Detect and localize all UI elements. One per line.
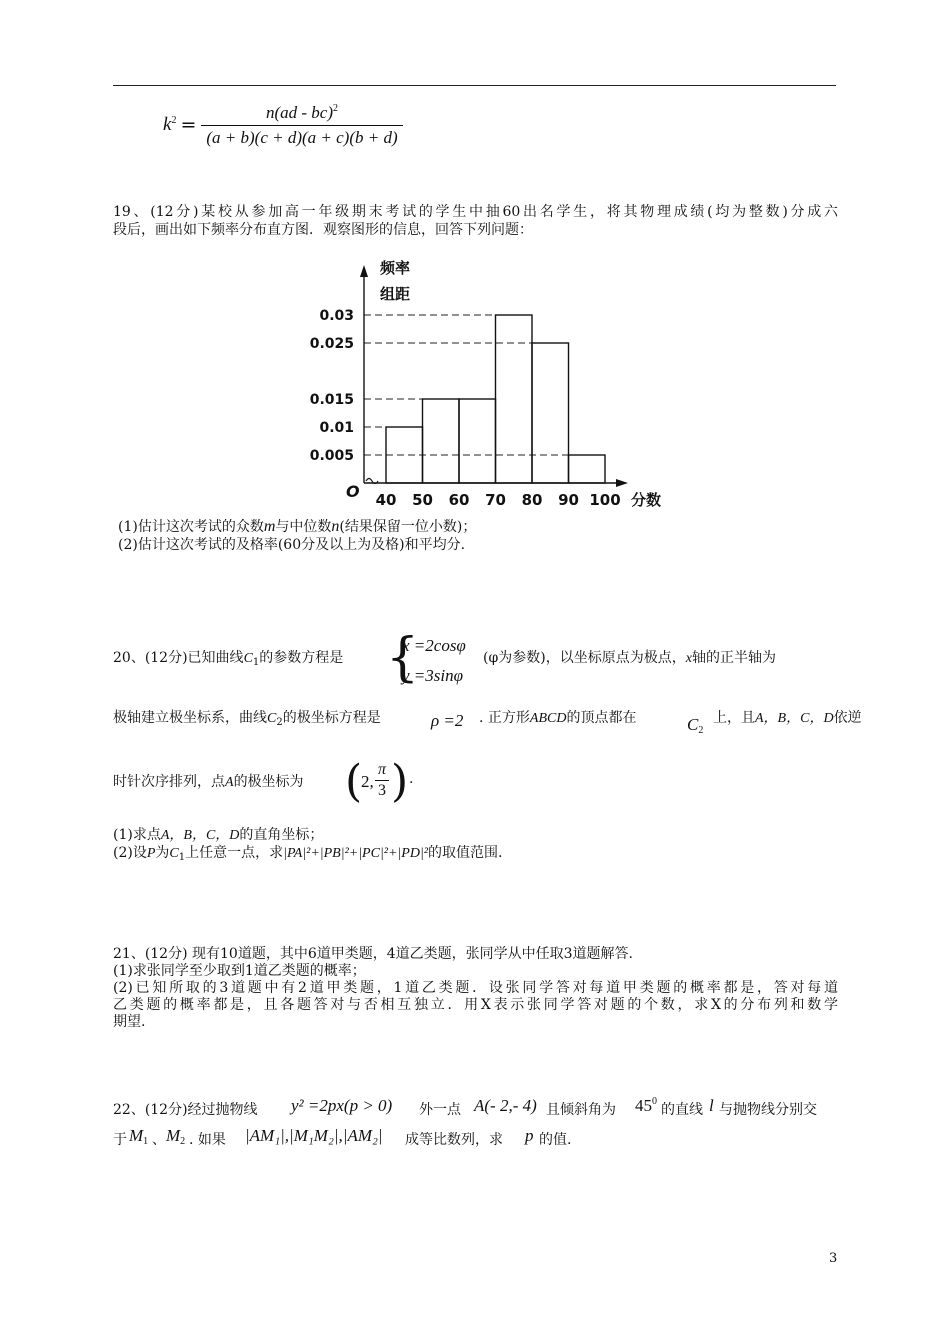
q20-eq2: y =3sinφ — [402, 666, 464, 685]
q19-line2: 段后，画出如下频率分布直方图．观察图形的信息，回答下列问题： — [113, 222, 533, 238]
q20-abcd: ABCD — [529, 711, 567, 726]
q22-angle-sup: 0 — [652, 1096, 657, 1107]
q20-line2-mid: 的极坐标方程是 — [282, 710, 381, 726]
q19-line1: 19、(12分)某校从参加高一年级期末考试的学生中抽60出名学生，将其物理成绩(均为整数)分成六 — [113, 204, 838, 220]
x-tick-label-90: 90 — [558, 491, 579, 509]
q20-c2b-sub: 2 — [698, 725, 704, 736]
q19-sub1-mid: 与中位数 — [275, 519, 332, 535]
q20-rho: ρ =2 — [431, 711, 464, 730]
q20-line2-end: 依逆 — [833, 710, 862, 726]
q20-sub2-mid: 为 — [155, 845, 170, 861]
histogram-bar-1 — [423, 399, 460, 483]
q20-line2-mid3: 的顶点都在 — [566, 710, 637, 726]
q20-x: x — [685, 651, 692, 666]
q22-point: A(- 2,- 4) — [474, 1096, 537, 1115]
q22-mid1: 外一点 — [419, 1102, 461, 1118]
x-tick-label-70: 70 — [485, 491, 506, 509]
q20-line1 — [113, 630, 838, 694]
q22-angle — [635, 1096, 657, 1116]
x-tick-label-80: 80 — [521, 491, 543, 509]
q21-line4: 乙类题的概率都是，且各题答对与否相互独立．用X表示张同学答对题的个数，求X的分布列和数学 — [113, 997, 838, 1013]
q19-sub2: (2)估计这次考试的及格率(60分及以上为及格)和平均分. — [118, 537, 466, 553]
x-tick-label-100: 100 — [589, 491, 621, 509]
histogram-bar-5 — [569, 455, 606, 483]
q22-m2-letter: M — [166, 1126, 181, 1145]
q20-polar-r: 2, — [361, 772, 374, 791]
q21-line5: 期望. — [113, 1014, 146, 1030]
x-tick-label-40: 40 — [375, 491, 397, 509]
histogram-bar-4 — [532, 343, 569, 483]
q19-var-m: m — [263, 518, 276, 535]
q20-polar-frac — [375, 761, 389, 800]
q19-var-n: n — [331, 518, 340, 535]
x-tick-label-50: 50 — [412, 491, 433, 509]
q20-polar-rparen: ) — [391, 756, 409, 807]
y-tick-label-0: 0.03 — [319, 308, 354, 324]
q20-after-x: 轴的正半轴为 — [691, 650, 776, 666]
q20-pts: A，B，C，D — [755, 711, 834, 726]
q19-sub1-post: (结果保留一位小数)； — [339, 519, 477, 535]
q20-c2: C — [267, 711, 277, 726]
q20-a: A — [225, 775, 234, 790]
q20-polar-den: 3 — [378, 782, 386, 799]
q19-sub1 — [118, 518, 843, 536]
q22-line2-pre: 于 — [113, 1132, 127, 1148]
q20-line2-mid4: 上，且 — [713, 710, 755, 726]
y-label-top: 频率 — [380, 259, 411, 277]
x-axis-arrow — [616, 479, 628, 487]
q20-sub2-c-sub: 1 — [178, 852, 186, 863]
q20-c2b — [687, 715, 703, 736]
q20-line3 — [113, 756, 838, 812]
q22-pre: 22、(12分)经过抛物线 — [113, 1102, 258, 1118]
x-tick-label-60: 60 — [448, 491, 470, 509]
q22-seq: |AM₁|,|M₁M₂|,|AM₂| — [245, 1126, 383, 1145]
q19-sub1-pre: (1)估计这次考试的众数 — [118, 519, 264, 535]
q20-line3-end: . — [409, 771, 414, 787]
histogram-bar-2 — [459, 399, 496, 483]
q22-p: p — [525, 1126, 534, 1145]
q22-line2 — [113, 1124, 838, 1154]
q20-polar-lparen: ( — [345, 756, 363, 807]
formula-numerator: n(ad - bc) — [265, 102, 334, 122]
y-label-bottom: 组距 — [380, 285, 411, 303]
header-rule — [113, 85, 836, 86]
y-tick-label-2: 0.015 — [309, 392, 354, 408]
formula-lhs: k — [163, 114, 172, 135]
q22-m1-letter: M — [129, 1126, 144, 1145]
formula-equals: = — [180, 114, 197, 136]
q20-sub1-pts: A，B，C，D — [160, 828, 240, 843]
formula-numerator-sup: 2 — [333, 102, 339, 114]
q20-sub1-pre: (1)求点 — [113, 827, 161, 843]
q22-line2-mid2: 成等比数列，求 — [405, 1132, 503, 1148]
q22-line2-mid: . 如果 — [189, 1132, 226, 1148]
q21-line1: 21、(12分) 现有10道题，其中6道甲类题，4道乙类题，张同学从中任取3道题解答. — [113, 946, 633, 962]
q20-sub2-expr: |PA|²+|PB|²+|PC|²+|PD|² — [283, 846, 428, 861]
y-tick-label-3: 0.01 — [319, 420, 354, 436]
q20-sub2-c: C — [169, 846, 179, 861]
q20-sub2-pre: (2)设 — [113, 845, 147, 861]
q20-eq1: x =2cosφ — [402, 636, 466, 655]
y-tick-label-1: 0.025 — [309, 336, 354, 352]
origin-label: O — [346, 482, 360, 501]
q20-line2 — [113, 705, 862, 739]
q22-mid3: 的直线 — [661, 1102, 703, 1118]
q20-sub2-p: P — [146, 846, 156, 861]
formula-lhs-sup: 2 — [171, 115, 177, 126]
q22-m1 — [129, 1126, 148, 1147]
q22-line-l: l — [709, 1096, 714, 1115]
q22-parabola: y² =2px(p > 0) — [291, 1096, 393, 1115]
q20-after-eq: (φ为参数)，以坐标原点为极点， — [483, 650, 686, 666]
q20-c2-sub: 2 — [276, 717, 283, 728]
q22-mid4: 与抛物线分别交 — [719, 1102, 817, 1118]
q22-m2 — [166, 1126, 185, 1147]
y-tick-label-4: 0.005 — [309, 448, 354, 464]
q20-c1: C — [243, 651, 253, 666]
q20-polar-num: π — [375, 761, 389, 781]
q22-mid2: 且倾斜角为 — [546, 1102, 616, 1118]
q21-line2: (1)求张同学至少取到1道乙类题的概率； — [113, 963, 366, 979]
page-number: 3 — [829, 1251, 838, 1266]
q20-c2b-letter: C — [687, 715, 699, 734]
frequency-histogram — [300, 255, 690, 520]
q22-m2-sub: 2 — [180, 1136, 186, 1147]
q22-angle-value: 45 — [635, 1096, 652, 1115]
q20-intro2: 的参数方程是 — [259, 650, 344, 666]
q20-line3-mid: 的极坐标为 — [233, 774, 304, 790]
histogram-bar-3 — [496, 315, 533, 483]
x-axis-label: 分数 — [631, 491, 662, 509]
chi-square-formula — [163, 95, 404, 155]
formula-fraction — [200, 103, 403, 148]
q20-intro: 20、(12分)已知曲线 — [113, 650, 244, 666]
q20-line2-mid2: . 正方形 — [479, 710, 530, 726]
q20-sub1 — [113, 826, 838, 845]
formula-denominator: (a + b)(c + d)(a + c)(b + d) — [206, 127, 398, 147]
q20-sub2-mid2: 上任意一点，求 — [185, 845, 284, 861]
q20-sub1-post: 的直角坐标； — [239, 827, 324, 843]
q21-line3: (2)已知所取的3道题中有2道甲类题，1道乙类题．设张同学答对每道甲类题的概率都是，答对每道 — [113, 980, 838, 996]
q20-line2-pre: 极轴建立极坐标系，曲线 — [113, 710, 267, 726]
q20-brace: { — [386, 628, 420, 688]
q20-line3-pre: 时针次序排列，点 — [113, 774, 225, 790]
q22-m1-sub: 1 — [143, 1136, 149, 1147]
q22-line1 — [113, 1094, 838, 1122]
q20-sub2-post: 的取值范围. — [428, 845, 503, 861]
q22-sep: 、 — [152, 1132, 166, 1148]
q20-sub2 — [113, 844, 838, 867]
q20-c1-sub: 1 — [252, 657, 260, 668]
q22-line2-end: 的值. — [539, 1132, 572, 1148]
y-axis-arrow — [360, 265, 368, 277]
